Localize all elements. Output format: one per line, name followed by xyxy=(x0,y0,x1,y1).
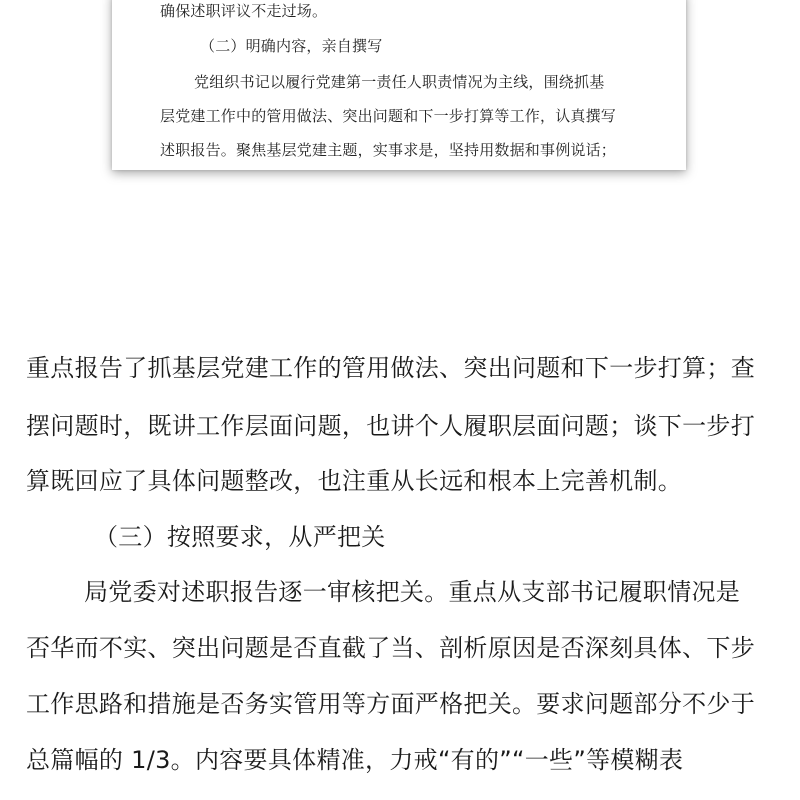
section-heading: （三）按照要求，从严把关 xyxy=(94,523,386,551)
body-line: 否华而不实、突出问题是否直截了当、剖析原因是否深刻具体、下步 xyxy=(26,634,755,662)
document-image-excerpt xyxy=(112,0,686,170)
card-line: 层党建工作中的管用做法、突出问题和下一步打算等工作，认真撰写 xyxy=(160,107,617,125)
card-line: 述职报告。聚焦基层党建主题，实事求是，坚持用数据和事例说话； xyxy=(160,141,617,159)
body-line: 总篇幅的 1/3。内容要具体精准，力戒“有的”“一些”等模糊表 xyxy=(26,746,684,774)
body-line: 算既回应了具体问题整改，也注重从长远和根本上完善机制。 xyxy=(26,467,683,495)
body-line: 重点报告了抓基层党建工作的管用做法、突出问题和下一步打算；查 xyxy=(26,354,755,382)
card-line: 党组织书记以履行党建第一责任人职责情况为主线，围绕抓基 xyxy=(194,73,605,91)
card-line: 确保述职评议不走过场。 xyxy=(160,2,328,20)
body-line: 摆问题时，既讲工作层面问题，也讲个人履职层面问题；谈下一步打 xyxy=(26,412,755,440)
card-subheading: （二）明确内容，亲自撰写 xyxy=(200,37,383,55)
body-line: 工作思路和措施是否务实管用等方面严格把关。要求问题部分不少于 xyxy=(26,690,755,718)
body-line: 局党委对述职报告逐一审核把关。重点从支部书记履职情况是 xyxy=(84,578,741,606)
